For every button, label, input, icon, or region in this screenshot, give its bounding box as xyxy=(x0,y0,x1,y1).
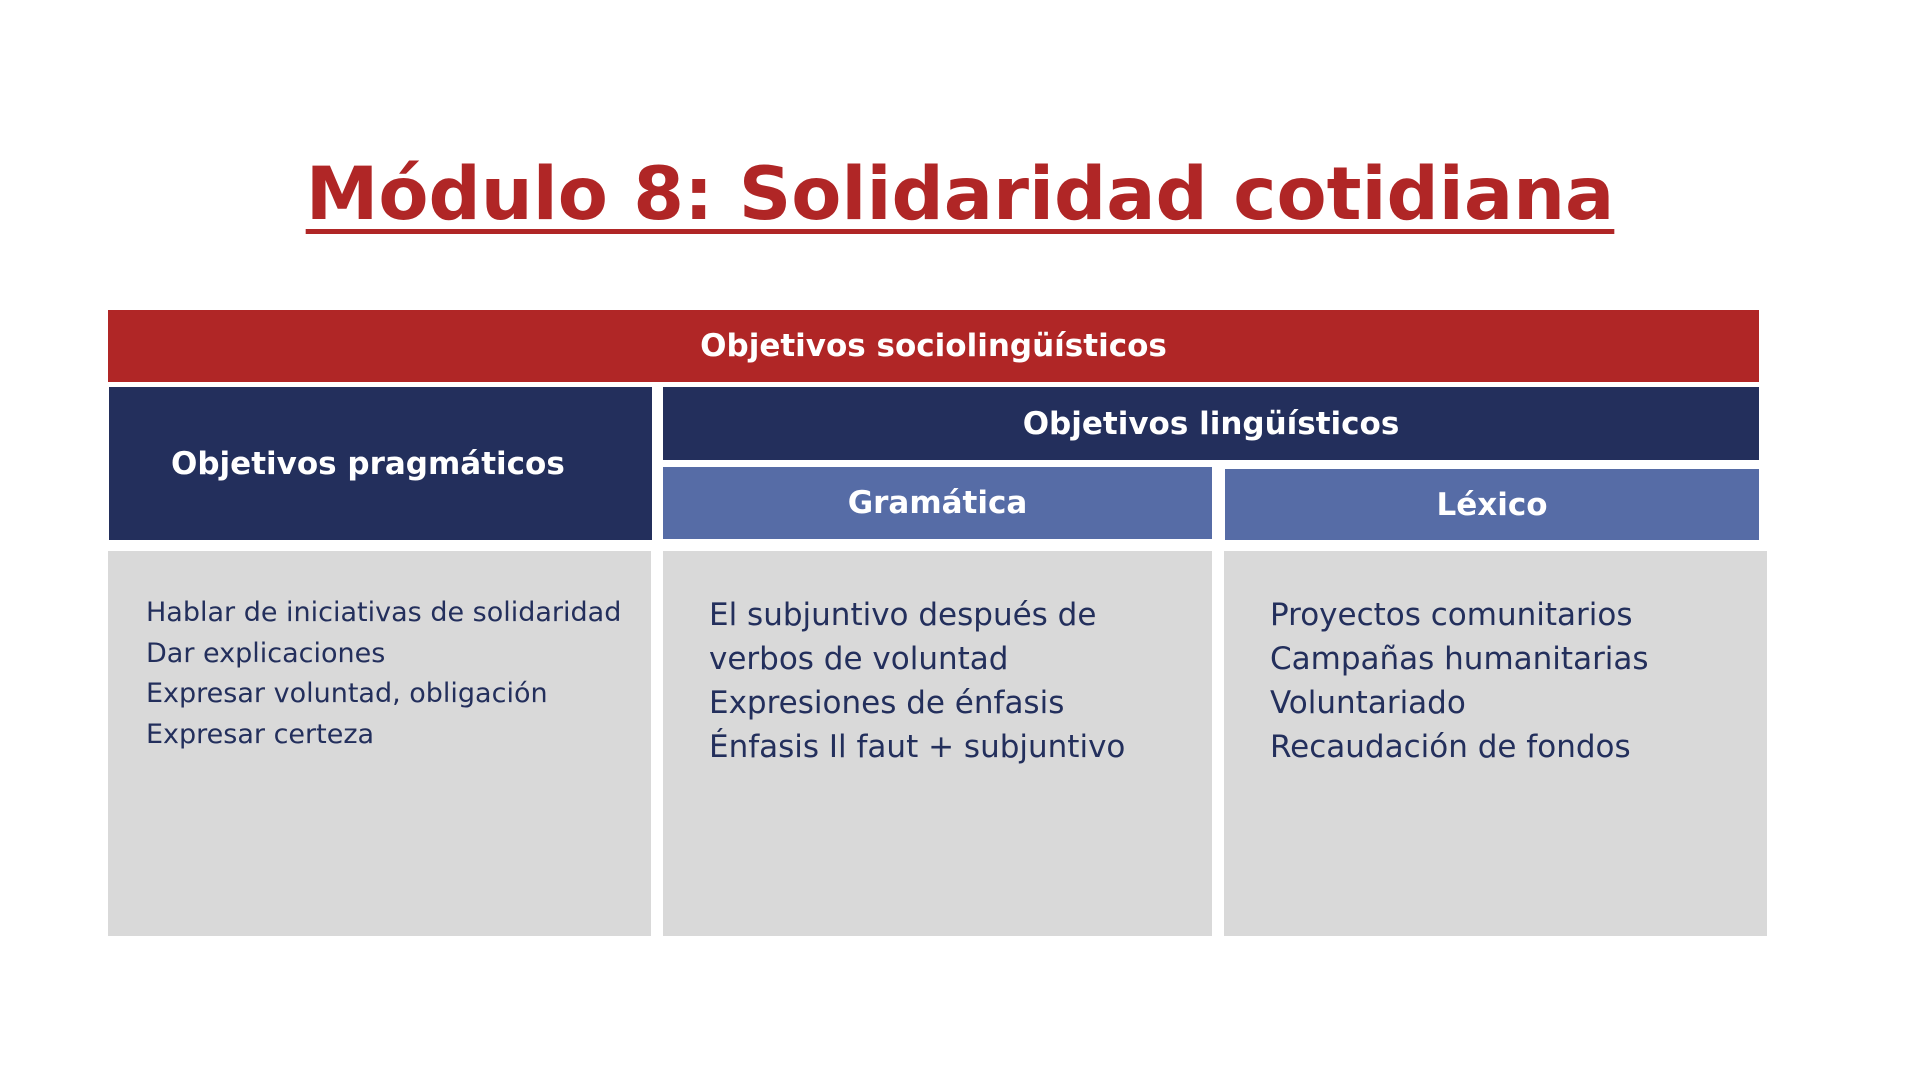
list-item: Énfasis Il faut + subjuntivo xyxy=(709,729,1126,765)
pragmaticos-list xyxy=(146,593,651,755)
lexico-column xyxy=(1224,551,1767,936)
list-item: Campañas humanitarias xyxy=(1270,641,1649,677)
lexico-list xyxy=(1270,593,1767,769)
header-lexico: Léxico xyxy=(1225,469,1759,540)
header-gramatica: Gramática xyxy=(663,467,1212,539)
pragmaticos-column xyxy=(108,551,651,936)
gramatica-list xyxy=(709,593,1212,769)
list-item: Proyectos comunitarios xyxy=(1270,597,1633,633)
list-item: Expresiones de énfasis xyxy=(709,685,1065,721)
list-item: El subjuntivo después de verbos de voluntad xyxy=(709,597,1097,677)
header-objetivos-sociolinguisticos: Objetivos sociolingüísticos xyxy=(108,310,1759,382)
list-item: Voluntariado xyxy=(1270,685,1466,721)
gramatica-column xyxy=(663,551,1212,936)
list-item: Hablar de iniciativas de solidaridad xyxy=(146,597,622,628)
page-title: Módulo 8: Solidaridad cotidiana xyxy=(305,152,1615,237)
list-item: Expresar certeza xyxy=(146,718,375,750)
list-item: Dar explicaciones xyxy=(146,637,386,669)
header-objetivos-linguisticos: Objetivos lingüísticos xyxy=(663,387,1759,460)
list-item: Recaudación de fondos xyxy=(1270,729,1631,765)
header-objetivos-pragmaticos: Objetivos pragmáticos xyxy=(109,387,652,540)
list-item: Expresar voluntad, obligación xyxy=(146,678,548,709)
